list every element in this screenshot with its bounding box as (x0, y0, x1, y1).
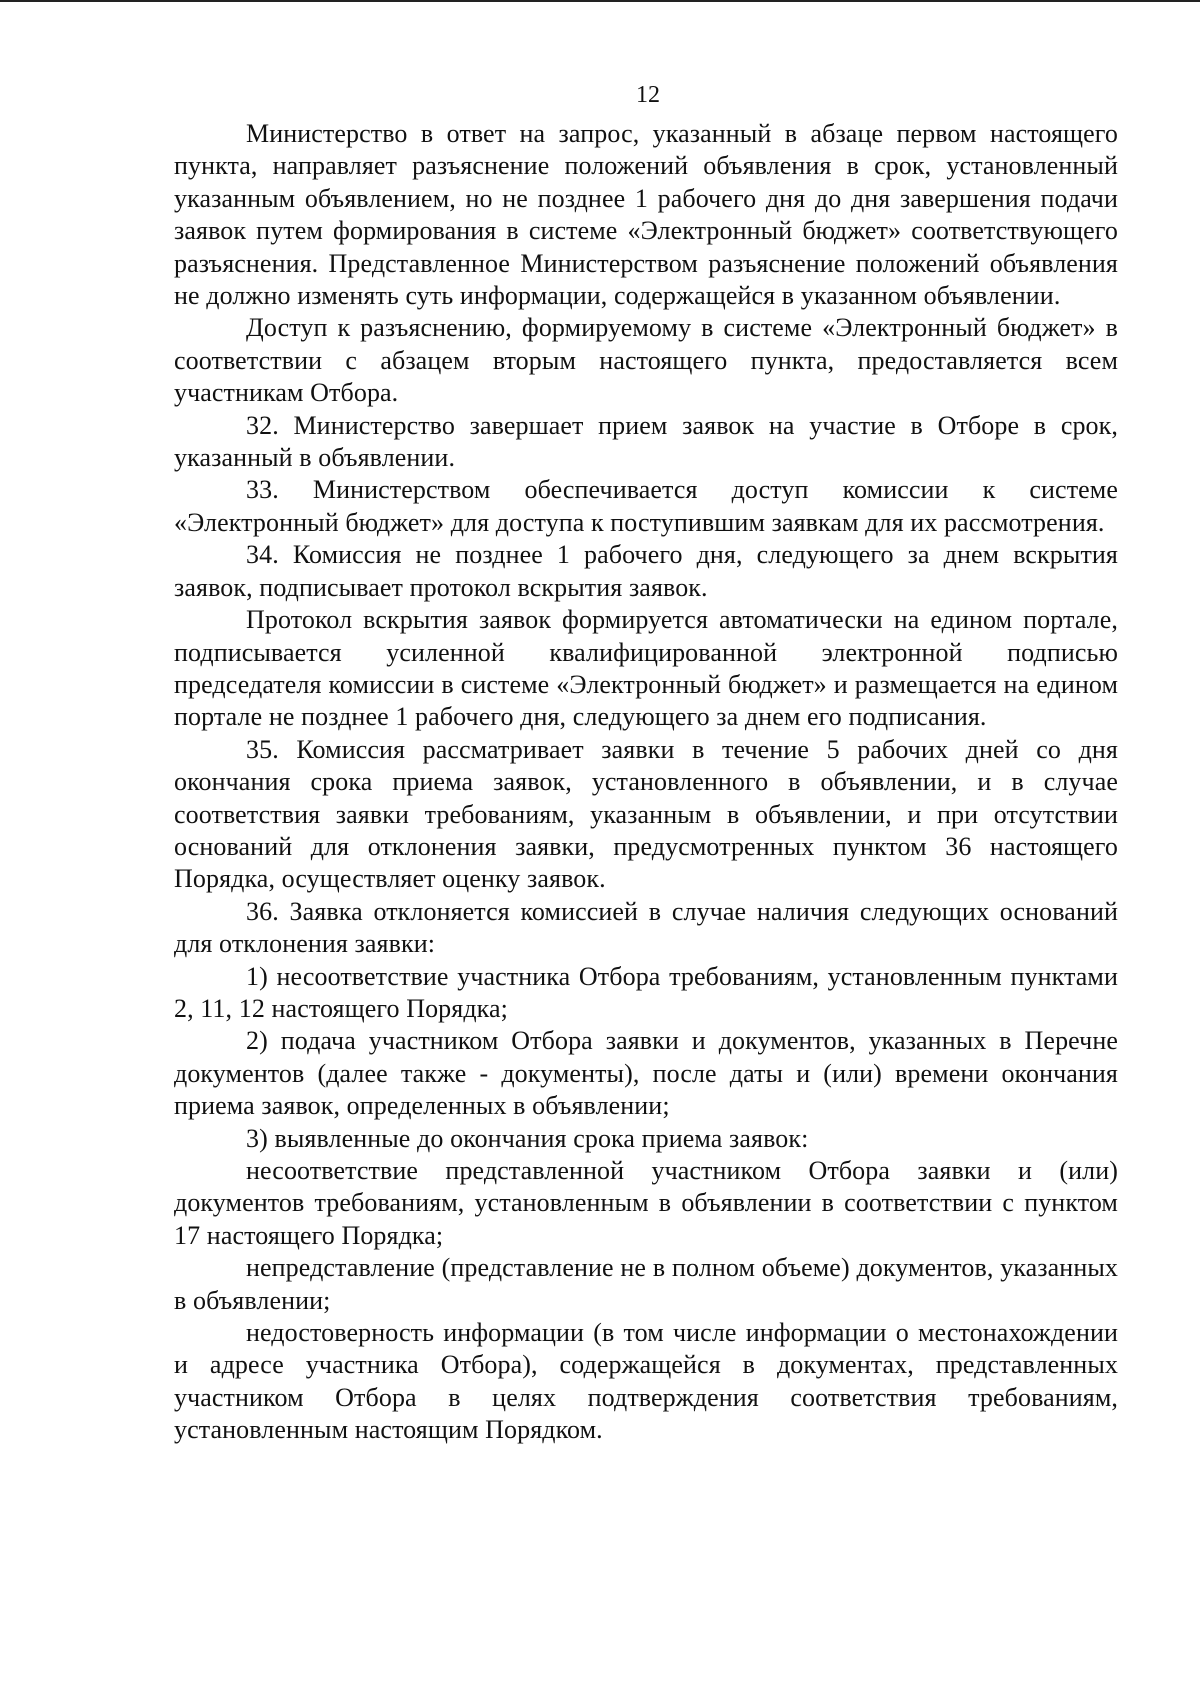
paragraph-subitem-2: 2) подача участником Отбора заявки и документов, указанных в Перечне документов (далее также - документы), после даты и (или) времени окончания приема заявок, определенных в объявлении; (174, 1026, 1118, 1121)
paragraph-nonsubmission: непредставление (представление не в полном объеме) документов, указанных в объявлении; (174, 1253, 1118, 1315)
paragraph-subitem-1: 1) несоответствие участника Отбора требованиям, установленным пунктами 2, 11, 12 настоящего Порядка; (174, 961, 1118, 1023)
paragraph-item-33: 33. Министерством обеспечивается доступ комиссии к системе «Электронный бюджет» для доступа к поступившим заявкам для их рассмотрения. (174, 475, 1118, 537)
paragraph-item-36: 36. Заявка отклоняется комиссией в случае наличия следующих оснований для отклонения заявки: (174, 896, 1118, 959)
paragraph-unreliability: недостоверность информации (в том числе информации о местонахождении и адресе участника Отбора), содержащейся в документах, представленных участником Отбора в целях подтверждения соответствия требованиям, установленным настоящим Порядком. (174, 1318, 1118, 1445)
paragraph-subitem-3: 3) выявленные до окончания срока приема заявок: (246, 1123, 809, 1153)
paragraph-item-34: 34. Комиссия не позднее 1 рабочего дня, следующего за днем вскрытия заявок, подписывает протокол вскрытия заявок. (174, 540, 1118, 602)
paragraph-clarification-access: Доступ к разъяснению, формируемому в системе «Электронный бюджет» в соответствии с абзацем вторым настоящего пункта, предоставляется всем участникам Отбора. (174, 313, 1118, 408)
page-number: 12 (636, 82, 660, 108)
paragraph-item-32: 32. Министерство завершает прием заявок на участие в Отборе в срок, указанный в объявлении. (174, 410, 1118, 473)
page-top-edge (0, 0, 1200, 2)
document-body (174, 118, 1118, 1447)
paragraph-protocol: Протокол вскрытия заявок формируется автоматически на едином портале, подписывается усиленной квалифицированной электронной подписью председателя комиссии в системе «Электронный бюджет» и размещается на едином портале не позднее 1 рабочего дня, следующего за днем его подписания. (174, 605, 1118, 732)
paragraph-nonconformity: несоответствие представленной участником Отбора заявки и (или) документов требованиям, установленным в объявлении в соответствии с пунктом 17 настоящего Порядка; (174, 1156, 1118, 1250)
paragraph-item-35: 35. Комиссия рассматривает заявки в течение 5 рабочих дней со дня окончания срока приема заявок, установленного в объявлении, и в случае соответствия заявки требованиям, указанным в объявлении, и при отсутствии оснований для отклонения заявки, предусмотренных пунктом 36 настоящего Порядка, осуществляет оценку заявок. (174, 734, 1118, 894)
paragraph-clarification: Министерство в ответ на запрос, указанный в абзаце первом настоящего пункта, направляет разъяснение положений объявления в срок, установленный указанным объявлением, но не позднее 1 рабочего дня до дня завершения подачи заявок путем формирования в системе «Электронный бюджет» соответствующего разъяснения. Представленное Министерством разъяснение положений объявления не должно изменять суть информации, содержащейся в указанном объявлении. (174, 119, 1118, 311)
